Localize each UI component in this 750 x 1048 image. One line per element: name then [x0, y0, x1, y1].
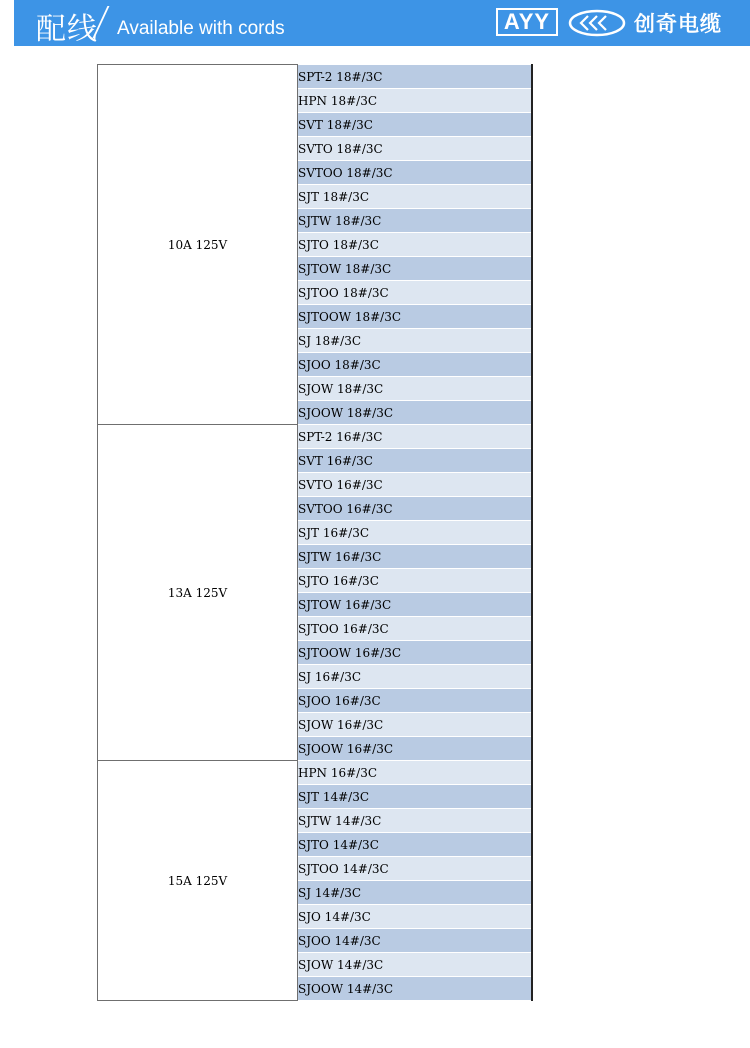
cord-type-cell: SJTOW 18#/3C	[298, 257, 532, 281]
cord-type-cell: SJTOO 14#/3C	[298, 857, 532, 881]
cord-type-cell: SJT 14#/3C	[298, 785, 532, 809]
rating-cell: 13A 125V	[98, 425, 298, 761]
cord-type-cell: SPT-2 18#/3C	[298, 65, 532, 89]
rating-cell: 10A 125V	[98, 65, 298, 425]
page-title-cn: 配线	[36, 12, 98, 47]
page-title-en: Available with cords	[117, 18, 285, 39]
cord-type-cell: SJTOOW 16#/3C	[298, 641, 532, 665]
cord-type-cell: SJT 18#/3C	[298, 185, 532, 209]
cord-type-cell: SJOW 16#/3C	[298, 713, 532, 737]
cord-type-cell: SJTW 14#/3C	[298, 809, 532, 833]
cord-type-cell: SJTOO 18#/3C	[298, 281, 532, 305]
cord-type-cell: SJTW 18#/3C	[298, 209, 532, 233]
cord-type-cell: SJTOW 16#/3C	[298, 593, 532, 617]
brand-logo-icon	[568, 9, 626, 37]
header-accent-bar	[14, 0, 22, 46]
cord-type-cell: SVTO 18#/3C	[298, 137, 532, 161]
table-row	[98, 425, 532, 449]
cord-type-cell: SJOO 18#/3C	[298, 353, 532, 377]
cord-type-cell: SJOOW 16#/3C	[298, 737, 532, 761]
cord-type-cell: SVTOO 16#/3C	[298, 497, 532, 521]
cord-type-cell: SJOO 16#/3C	[298, 689, 532, 713]
cord-type-cell: SVT 18#/3C	[298, 113, 532, 137]
cord-type-cell: HPN 18#/3C	[298, 89, 532, 113]
cord-type-cell: SPT-2 16#/3C	[298, 425, 532, 449]
cord-type-cell: SJOO 14#/3C	[298, 929, 532, 953]
cord-type-cell: SJOW 14#/3C	[298, 953, 532, 977]
cord-type-cell: SJTOO 16#/3C	[298, 617, 532, 641]
cord-type-cell: SJ 14#/3C	[298, 881, 532, 905]
page-header	[0, 0, 750, 46]
cord-type-cell: SJTW 16#/3C	[298, 545, 532, 569]
cord-type-cell: SJOW 18#/3C	[298, 377, 532, 401]
cord-type-cell: SJOOW 18#/3C	[298, 401, 532, 425]
cord-type-cell: SJTO 16#/3C	[298, 569, 532, 593]
cord-type-cell: SJT 16#/3C	[298, 521, 532, 545]
rating-cell: 15A 125V	[98, 761, 298, 1001]
cord-type-cell: SJOOW 14#/3C	[298, 977, 532, 1001]
cord-type-cell: SJTOOW 18#/3C	[298, 305, 532, 329]
cord-type-cell: SVT 16#/3C	[298, 449, 532, 473]
cord-type-cell: SJ 18#/3C	[298, 329, 532, 353]
cord-type-cell: SJTO 18#/3C	[298, 233, 532, 257]
ayy-logo: AYY	[496, 8, 558, 36]
cord-type-cell: SJO 14#/3C	[298, 905, 532, 929]
cord-type-cell: SJTO 14#/3C	[298, 833, 532, 857]
table-row	[98, 65, 532, 89]
cord-type-cell: SVTO 16#/3C	[298, 473, 532, 497]
cord-spec-table	[97, 64, 533, 1001]
cord-type-cell: HPN 16#/3C	[298, 761, 532, 785]
cord-type-cell: SVTOO 18#/3C	[298, 161, 532, 185]
cord-type-cell: SJ 16#/3C	[298, 665, 532, 689]
table-row	[98, 761, 532, 785]
brand-name-cn: 创奇电缆	[634, 12, 722, 36]
